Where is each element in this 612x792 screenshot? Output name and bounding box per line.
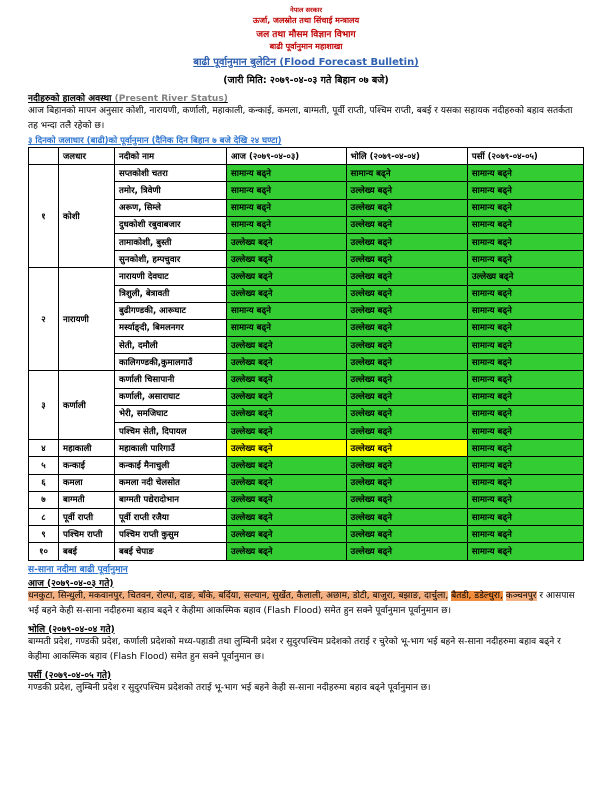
- today-heading: आज (२०७९-०४-०३ गते): [28, 578, 114, 589]
- forecast-today: उल्लेख्य बढ्ने: [227, 268, 347, 285]
- river-name: नारायणी देवघाट: [115, 268, 227, 285]
- today-highlight-districts-2: बैतडी, डडेल्धुरा,: [451, 590, 503, 601]
- basin-number: ४: [29, 440, 59, 457]
- present-status-heading-en: (Present River Status): [114, 94, 228, 104]
- table-row: [29, 508, 584, 525]
- table-row: [29, 491, 584, 508]
- forecast-tomorrow: उल्लेख्य बढ्ने: [346, 526, 467, 543]
- table-row: [29, 165, 584, 182]
- forecast-today: उल्लेख्य बढ्ने: [227, 233, 347, 250]
- river-name: कर्णाली, असाराघाट: [115, 388, 227, 405]
- basin-name: महाकाली: [59, 440, 115, 457]
- forecast-today: उल्लेख्य बढ्ने: [227, 491, 347, 508]
- table-row: [29, 371, 584, 388]
- forecast-tomorrow: उल्लेख्य बढ्ने: [346, 199, 467, 216]
- issued-date: (जारी मिति: २०७९-०४-०३ गते बिहान ०७ बजे): [223, 75, 389, 86]
- basin-number: ३: [29, 371, 59, 440]
- forecast-tomorrow: उल्लेख्य बढ्ने: [346, 216, 467, 233]
- forecast-today: उल्लेख्य बढ्ने: [227, 251, 347, 268]
- forecast-tomorrow: उल्लेख्य बढ्ने: [346, 233, 467, 250]
- forecast-dayafter: सामान्य बढ्ने: [467, 251, 583, 268]
- forecast-today: सामान्य बढ्ने: [227, 302, 347, 319]
- present-status-heading: [28, 91, 584, 104]
- river-name: बाग्मती पद्येरादोभान: [115, 491, 227, 508]
- river-name: त्रिशुली, बेत्रावती: [115, 285, 227, 302]
- forecast-tomorrow: उल्लेख्य बढ्ने: [346, 268, 467, 285]
- forecast-tomorrow: उल्लेख्य बढ्ने: [346, 182, 467, 199]
- forecast-dayafter: सामान्य बढ्ने: [467, 474, 583, 491]
- river-name: महाकाली पारिगाउँ: [115, 440, 227, 457]
- forecast-tomorrow: उल्लेख्य बढ्ने: [346, 423, 467, 440]
- basin-number: १: [29, 165, 59, 268]
- table-header-row: [29, 148, 584, 165]
- forecast-dayafter: सामान्य बढ्ने: [467, 216, 583, 233]
- river-name: मर्स्याङ्दी, बिमलनगर: [115, 319, 227, 336]
- river-name: कालिगण्डकी,कुमालगाउँ: [115, 354, 227, 371]
- bulletin-title: बाढी पूर्वानुमान बुलेटिन (Flood Forecast Bulletin): [193, 57, 419, 68]
- forecast-tomorrow: उल्लेख्य बढ्ने: [346, 474, 467, 491]
- forecast-tomorrow: उल्लेख्य बढ्ने: [346, 371, 467, 388]
- col-header-basin: जलधार: [59, 148, 115, 165]
- basin-number: ५: [29, 457, 59, 474]
- basin-number: ८: [29, 508, 59, 525]
- forecast-today: सामान्य बढ्ने: [227, 216, 347, 233]
- forecast-today: उल्लेख्य बढ्ने: [227, 474, 347, 491]
- basin-name: कर्णाली: [59, 371, 115, 440]
- basin-name: बबई: [59, 543, 115, 560]
- forecast-tomorrow: उल्लेख्य बढ्ने: [346, 543, 467, 560]
- forecast-tomorrow: उल्लेख्य बढ्ने: [346, 440, 467, 457]
- river-name: सप्तकोशी चतरा: [115, 165, 227, 182]
- river-name: बबई चेपाङ: [115, 543, 227, 560]
- forecast-tomorrow: उल्लेख्य बढ्ने: [346, 354, 467, 371]
- present-status-text: आज बिहानको मापन अनुसार कोशी, नारायणी, कर्णाली, महाकाली, कन्काई, कमला, बाग्मती, पूर्वी राप्ती, पश्चिम राप्ती, बबई र यसका सहायक नदीहरुको बहाव सतर्कता तह भन्दा तलै रहेको छ।: [28, 106, 573, 131]
- forecast-today: उल्लेख्य बढ्ने: [227, 337, 347, 354]
- tomorrow-heading: भोलि (२०७९-०४-०४ गते): [28, 624, 115, 635]
- forecast-dayafter: सामान्य बढ्ने: [467, 319, 583, 336]
- river-name: भेरी, समजिघाट: [115, 405, 227, 422]
- forecast-today: उल्लेख्य बढ्ने: [227, 543, 347, 560]
- forecast-dayafter: सामान्य बढ्ने: [467, 526, 583, 543]
- forecast-dayafter: सामान्य बढ्ने: [467, 182, 583, 199]
- col-header-river: नदीको नाम: [115, 148, 227, 165]
- table-row: [29, 457, 584, 474]
- table-row: [29, 440, 584, 457]
- forecast-table: [28, 147, 584, 561]
- forecast-today: उल्लेख्य बढ्ने: [227, 508, 347, 525]
- forecast-table-body: [29, 165, 584, 560]
- small-rivers-heading: स-साना नदीमा बाढी पूर्वानुमान: [28, 564, 128, 575]
- forecast-tomorrow: उल्लेख्य बढ्ने: [346, 251, 467, 268]
- basin-number: २: [29, 268, 59, 371]
- forecast-today: उल्लेख्य बढ्ने: [227, 285, 347, 302]
- basin-number: १०: [29, 543, 59, 560]
- forecast-dayafter: सामान्य बढ्ने: [467, 354, 583, 371]
- river-name: सेती, दमौली: [115, 337, 227, 354]
- river-name: पश्चिम सेती, दिपायल: [115, 423, 227, 440]
- table-row: [29, 526, 584, 543]
- forecast-dayafter: सामान्य बढ्ने: [467, 199, 583, 216]
- river-name: पश्चिम राप्ती कुसुम: [115, 526, 227, 543]
- forecast-tomorrow: उल्लेख्य बढ्ने: [346, 319, 467, 336]
- forecast-tomorrow: उल्लेख्य बढ्ने: [346, 285, 467, 302]
- forecast-today: उल्लेख्य बढ्ने: [227, 371, 347, 388]
- forecast-dayafter: सामान्य बढ्ने: [467, 423, 583, 440]
- table-row: [29, 474, 584, 491]
- basin-name: कमला: [59, 474, 115, 491]
- forecast-tomorrow: उल्लेख्य बढ्ने: [346, 337, 467, 354]
- forecast-dayafter: सामान्य बढ्ने: [467, 285, 583, 302]
- forecast-dayafter: सामान्य बढ्ने: [467, 440, 583, 457]
- forecast-today: सामान्य बढ्ने: [227, 199, 347, 216]
- basin-number: ७: [29, 491, 59, 508]
- today-text: [28, 589, 584, 619]
- forecast-tomorrow: उल्लेख्य बढ्ने: [346, 388, 467, 405]
- river-name: कमला नदी चेलसोत: [115, 474, 227, 491]
- ministry-name: ऊर्जा, जलस्रोत तथा सिंचाई मन्त्रालय: [252, 16, 360, 25]
- table-row: [29, 268, 584, 285]
- forecast-dayafter: सामान्य बढ्ने: [467, 337, 583, 354]
- basin-number: ६: [29, 474, 59, 491]
- forecast-tomorrow: उल्लेख्य बढ्ने: [346, 508, 467, 525]
- river-name: दुधकोशी रबुवाबजार: [115, 216, 227, 233]
- basin-name: कन्काई: [59, 457, 115, 474]
- department-name: जल तथा मौसम विज्ञान विभाग: [256, 30, 356, 40]
- division-name: बाढी पूर्वानुमान महाशाखा: [269, 42, 343, 51]
- forecast-today: उल्लेख्य बढ्ने: [227, 423, 347, 440]
- letterhead: [0, 0, 612, 52]
- river-name: तामाकोशी, बुस्ती: [115, 233, 227, 250]
- river-name: पूर्वी राप्ती रजैया: [115, 508, 227, 525]
- basin-name: पूर्वी राप्ती: [59, 508, 115, 525]
- forecast-today: उल्लेख्य बढ्ने: [227, 440, 347, 457]
- forecast-today: सामान्य बढ्ने: [227, 319, 347, 336]
- basin-name: कोशी: [59, 165, 115, 268]
- forecast-today: सामान्य बढ्ने: [227, 165, 347, 182]
- forecast-today: उल्लेख्य बढ्ने: [227, 388, 347, 405]
- dayafter-text: गण्डकी प्रदेश, लुम्बिनी प्रदेश र सुदुरपश्चिम प्रदेशको तराई भू-भाग भई बहने केही स-साना नदीहरुमा बहाव बढ्ने पूर्वानुमान छ।: [28, 682, 431, 693]
- river-name: तमोर, त्रिवेणी: [115, 182, 227, 199]
- col-header-dayafter: पर्सी (२०७९-०४-०५): [467, 148, 583, 165]
- forecast-today: उल्लेख्य बढ्ने: [227, 526, 347, 543]
- basin-name: नारायणी: [59, 268, 115, 371]
- forecast-tomorrow: उल्लेख्य बढ्ने: [346, 405, 467, 422]
- basin-number: ९: [29, 526, 59, 543]
- forecast-dayafter: उल्लेख्य बढ्ने: [467, 268, 583, 285]
- forecast-dayafter: सामान्य बढ्ने: [467, 508, 583, 525]
- tomorrow-text: बाग्मती प्रदेश, गण्डकी प्रदेश, कर्णाली प्रदेशको मध्य-पहाडी तथा लुम्बिनी प्रदेश र सुदुरपश्चिम प्रदेशको तराई र चुरेको भू-भाग भई बहने स-साना नदीहरुमा बहाव बढ्ने र केहीमा आकस्मिक बहाव (Flash Flood) समेत हुन सक्ने पूर्वानुमान छ।: [28, 636, 561, 662]
- present-status-heading-np: नदीहरुको हालको अवस्था: [28, 94, 112, 104]
- col-header-today: आज (२०७९-०४-०३): [227, 148, 347, 165]
- forecast-today: उल्लेख्य बढ्ने: [227, 405, 347, 422]
- forecast-dayafter: सामान्य बढ्ने: [467, 543, 583, 560]
- forecast-tomorrow: सामान्य बढ्ने: [346, 165, 467, 182]
- forecast-dayafter: सामान्य बढ्ने: [467, 165, 583, 182]
- forecast-today: उल्लेख्य बढ्ने: [227, 354, 347, 371]
- forecast-today: उल्लेख्य बढ्ने: [227, 457, 347, 474]
- col-header-tomorrow: भोलि (२०७९-०४-०४): [346, 148, 467, 165]
- forecast-dayafter: सामान्य बढ्ने: [467, 457, 583, 474]
- forecast-heading: ३ दिनको जलाधार (बाढी)को पूर्वानुमान (दैनिक दिन बिहान ७ बजे देखि २४ घण्टा): [28, 136, 282, 146]
- forecast-dayafter: सामान्य बढ्ने: [467, 405, 583, 422]
- river-name: कन्काई मैनाचुली: [115, 457, 227, 474]
- forecast-dayafter: सामान्य बढ्ने: [467, 233, 583, 250]
- forecast-today: सामान्य बढ्ने: [227, 182, 347, 199]
- forecast-dayafter: सामान्य बढ्ने: [467, 371, 583, 388]
- forecast-dayafter: सामान्य बढ्ने: [467, 491, 583, 508]
- forecast-tomorrow: उल्लेख्य बढ्ने: [346, 302, 467, 319]
- river-name: अरूण, सिम्ले: [115, 199, 227, 216]
- col-header-num: [29, 148, 59, 165]
- document-body: [28, 91, 584, 696]
- forecast-tomorrow: उल्लेख्य बढ्ने: [346, 491, 467, 508]
- today-rest-text: र आसपास भई बहने केही स-साना नदीहरुमा बहाव बढ्ने र केहीमा आकस्मिक बहाव (Flash Flood) समेत हुन सक्ने पूर्वानुमान पूर्वानुमान छ।: [28, 590, 575, 616]
- today-highlight-districts-3: कञ्चनपुर: [505, 590, 537, 601]
- today-highlight-districts: धनकुटा, सिन्धुली, मकवानपुर, चितवन, रोल्पा, दाङ, बाँके, बर्दिया, सल्यान, सुर्खेत, कैलाली, अछाम, डोटी, बाजुरा, बझाङ, दार्चुला,: [28, 590, 449, 601]
- forecast-tomorrow: उल्लेख्य बढ्ने: [346, 457, 467, 474]
- basin-name: पश्चिम राप्ती: [59, 526, 115, 543]
- basin-name: बाग्मती: [59, 491, 115, 508]
- forecast-dayafter: सामान्य बढ्ने: [467, 388, 583, 405]
- river-name: कर्णाली चिसापानी: [115, 371, 227, 388]
- river-name: सुनकोशी, हम्पचुवार: [115, 251, 227, 268]
- table-row: [29, 543, 584, 560]
- forecast-dayafter: सामान्य बढ्ने: [467, 302, 583, 319]
- river-name: बुढीगण्डकी, आरूघाट: [115, 302, 227, 319]
- dayafter-heading: पर्सी (२०७९-०४-०५ गते): [28, 670, 112, 681]
- govt-name: नेपाल सरकार: [289, 6, 323, 14]
